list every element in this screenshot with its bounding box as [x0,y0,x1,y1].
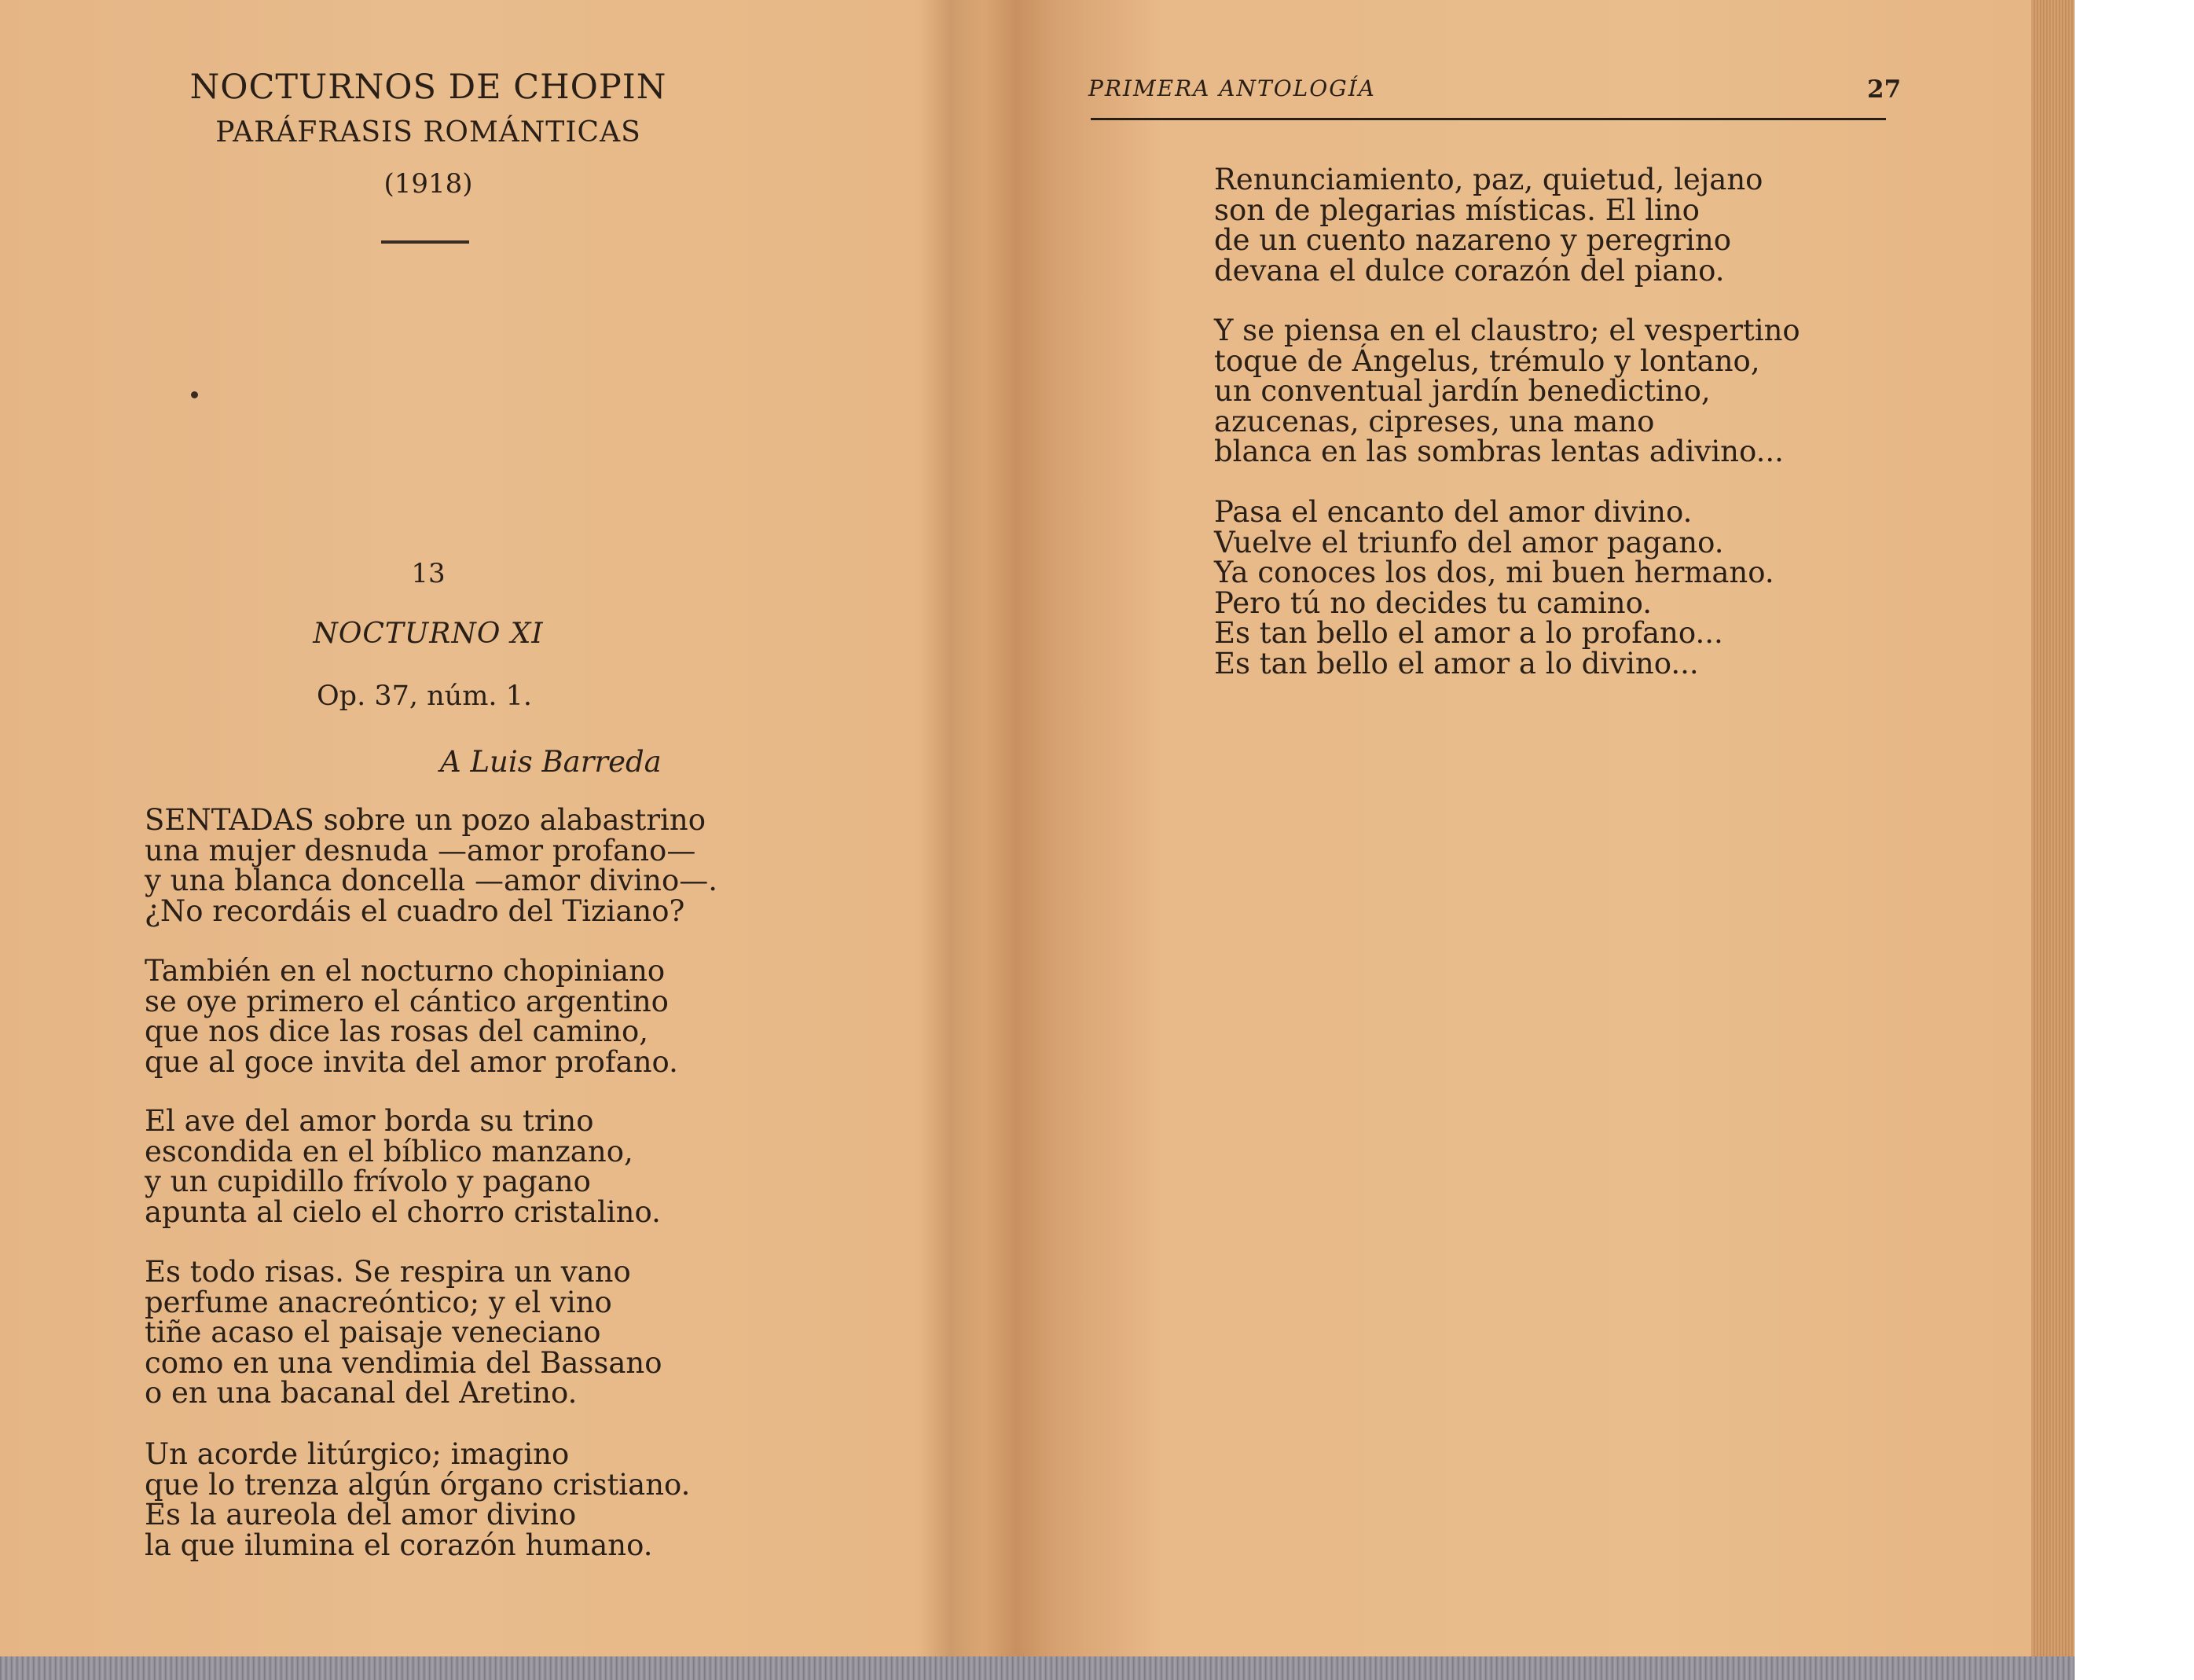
ink-dot [191,391,198,398]
stanza [1214,497,1774,679]
verse-line: Vuelve el triunfo del amor pagano. [1214,525,1724,559]
verse-line: un conventual jardín benedictino, [1214,374,1711,408]
scan-bottom-strip [0,1656,2075,1680]
verse-line: Ya conoces los dos, mi buen hermano. [1214,556,1774,589]
verse-line: o en una bacanal del Aretino. [145,1376,578,1410]
book-year: (1918) [383,168,473,200]
verse-line: que lo trenza algún órgano cristiano. [145,1467,691,1502]
verse-line: blanca en las sombras lentas adivino... [1214,435,1784,468]
verse-line: Es tan bello el amor a lo profano... [1214,616,1723,650]
header-rule [1091,118,1886,120]
verse-line: Pero tú no decides tu camino. [1214,585,1653,620]
verse-line: escondida en el bíblico manzano, [145,1134,633,1168]
verse-line: apunta al cielo el chorro cristalino. [145,1194,661,1229]
running-head: PRIMERA ANTOLOGÍA [1088,75,1376,101]
verse-line: tiñe acaso el paisaje veneciano [145,1315,601,1349]
opus-number: Op. 37, núm. 1. [316,680,533,712]
verse-line: y un cupidillo frívolo y pagano [145,1165,591,1198]
verse-line: que nos dice las rosas del camino, [145,1014,649,1048]
stanza [1214,316,1800,468]
page-edges [2031,0,2075,1674]
verse-line: Renunciamiento, paz, quietud, lejano [1214,163,1763,196]
verse-line: Y se piensa en el claustro; el vespertino [1214,314,1800,347]
left-page [0,0,935,1650]
verse-line: Pasa el encanto del amor divino. [1214,495,1693,529]
stanza [145,956,678,1077]
verse-line: ¿No recordáis el cuadro del Tiziano? [145,893,685,928]
stanza [145,805,717,926]
verse-line: Es la aureola del amor divino [145,1498,577,1531]
verse-line: SENTADAS sobre un pozo alabastrino [145,803,706,837]
stanza [145,1106,661,1227]
page-number: 27 [1867,75,1902,104]
verse-line: se oye primero el cántico argentino [145,984,669,1018]
verse-line: la que ilumina el corazón humano. [145,1528,653,1562]
verse-line: Es todo risas. Se respira un vano [145,1255,631,1289]
verse-line: Es tan bello el amor a lo divino... [1214,646,1699,680]
poem-number: 13 [411,558,446,589]
dedication: A Luis Barreda [440,745,662,779]
verse-line: de un cuento nazareno y peregrino [1214,223,1731,257]
verse-line: una mujer desnuda —amor profano— [145,833,696,868]
book-title: NOCTURNOS DE CHOPIN [189,68,667,107]
poem-title: NOCTURNO XI [313,618,544,650]
verse-line: toque de Ángelus, trémulo y lontano, [1214,343,1760,378]
stanza [1214,165,1763,286]
verse-line: y una blanca doncella —amor divino—. [145,864,717,897]
verse-line: Un acorde litúrgico; imagino [145,1437,570,1471]
ornamental-rule [381,240,469,244]
verse-line: También en el nocturno chopiniano [145,954,666,988]
stanza [145,1437,691,1562]
verse-line: devana el dulce corazón del piano. [1214,253,1725,288]
book-subtitle: PARÁFRASIS ROMÁNTICAS [215,116,641,149]
stanza [145,1257,662,1409]
verse-line: como en una vendimia del Bassano [145,1345,662,1380]
verse-line: son de plegarias místicas. El lino [1214,193,1700,227]
verse-line: azucenas, cipreses, una mano [1214,404,1655,438]
verse-line: El ave del amor borda su trino [145,1104,594,1138]
verse-line: perfume anacreóntico; y el vino [145,1285,612,1319]
verse-line: que al goce invita del amor profano. [145,1044,678,1079]
